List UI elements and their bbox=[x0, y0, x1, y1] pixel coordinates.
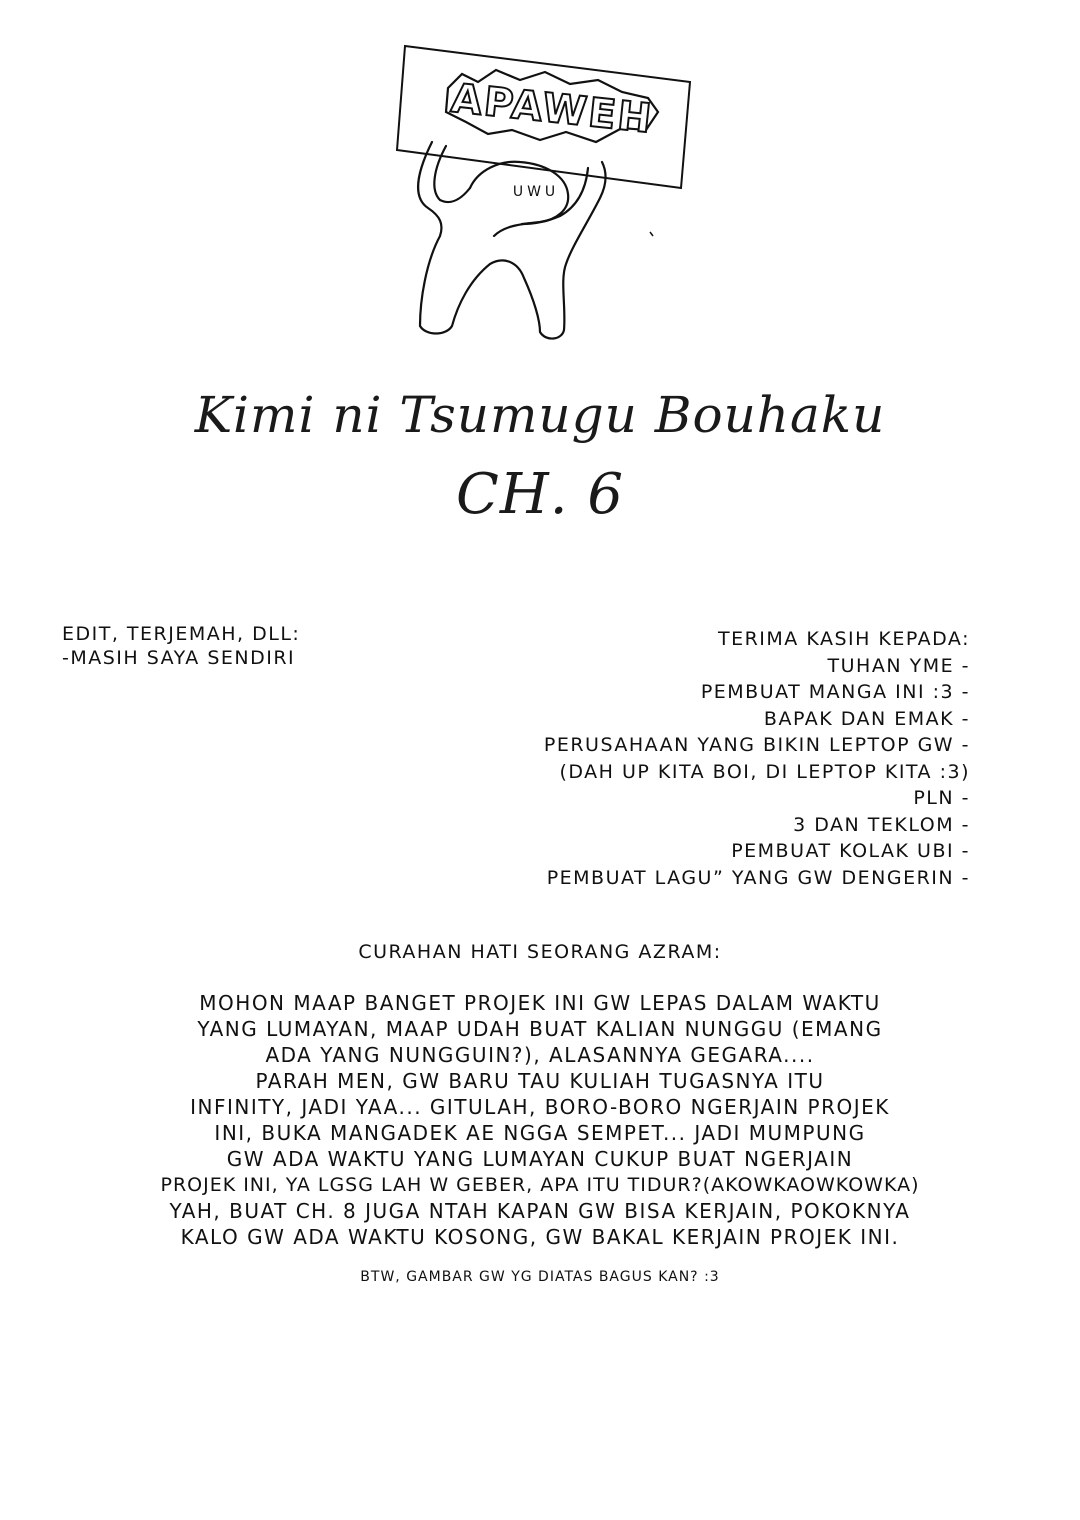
note-heading: CURAHAN HATI SEORANG AZRAM: bbox=[358, 941, 722, 963]
note-line: INI, BUKA MANGADEK AE NGGA SEMPET... JADI MUMPUNG bbox=[214, 1121, 866, 1145]
cat-face-text: UWU bbox=[512, 184, 560, 200]
thanks-item: BAPAK DAN EMAK - bbox=[763, 707, 970, 730]
sign-text: APAWEH bbox=[448, 75, 656, 143]
note-line: ADA YANG NUNGGUIN?), ALASANNYA GEGARA.... bbox=[265, 1043, 815, 1067]
series-title: Kimi ni Tsumugu Bouhaku bbox=[194, 386, 886, 444]
credits-label: EDIT, TERJEMAH, DLL: bbox=[62, 623, 301, 645]
note-body bbox=[0, 990, 1080, 1250]
thanks-item: TUHAN YME - bbox=[827, 654, 970, 677]
note-line: KALO GW ADA WAKTU KOSONG, GW BAKAL KERJAIN PROJEK INI. bbox=[180, 1225, 900, 1249]
credits-block bbox=[62, 622, 300, 670]
cat-holding-sign-drawing bbox=[0, 0, 1080, 370]
thanks-item: PEMBUAT LAGU” YANG GW DENGERIN - bbox=[546, 866, 970, 889]
note-line: GW ADA WAKTU YANG LUMAYAN CUKUP BUAT NGERJAIN bbox=[226, 1147, 854, 1171]
thanks-item: (DAH UP KITA BOI, DI LEPTOP KITA :3) bbox=[559, 760, 970, 783]
note-line: YANG LUMAYAN, MAAP UDAH BUAT KALIAN NUNGGU (EMANG bbox=[197, 1017, 883, 1041]
credits-value: -MASIH SAYA SENDIRI bbox=[62, 647, 296, 669]
stray-mark bbox=[650, 232, 653, 236]
thanks-block bbox=[450, 626, 970, 891]
note-line: YAH, BUAT CH. 8 JUGA NTAH KAPAN GW BISA KERJAIN, POKOKNYA bbox=[169, 1199, 911, 1223]
thanks-heading: TERIMA KASIH KEPADA: bbox=[717, 628, 970, 650]
thanks-item: PEMBUAT KOLAK UBI - bbox=[731, 840, 970, 862]
thanks-item: 3 DAN TEKLOM - bbox=[793, 813, 970, 836]
note-ps: BTW, GAMBAR GW YG DIATAS BAGUS KAN? :3 bbox=[360, 1269, 720, 1285]
note-line: MOHON MAAP BANGET PROJEK INI GW LEPAS DALAM WAKTU bbox=[199, 991, 881, 1015]
note-line: INFINITY, JADI YAA... GITULAH, BORO-BORO NGERJAIN PROJEK bbox=[190, 1095, 890, 1119]
thanks-item: PLN - bbox=[913, 787, 970, 809]
thanks-item: PEMBUAT MANGA INI :3 - bbox=[700, 681, 970, 703]
note-line: PROJEK INI, YA LGSG LAH W GEBER, APA ITU TIDUR?(AKOWKAOWKOWKA) bbox=[160, 1174, 920, 1196]
chapter-title: CH. 6 bbox=[456, 462, 624, 527]
note-line: PARAH MEN, GW BARU TAU KULIAH TUGASNYA ITU bbox=[255, 1069, 825, 1093]
thanks-item: PERUSAHAAN YANG BIKIN LEPTOP GW - bbox=[543, 734, 970, 756]
